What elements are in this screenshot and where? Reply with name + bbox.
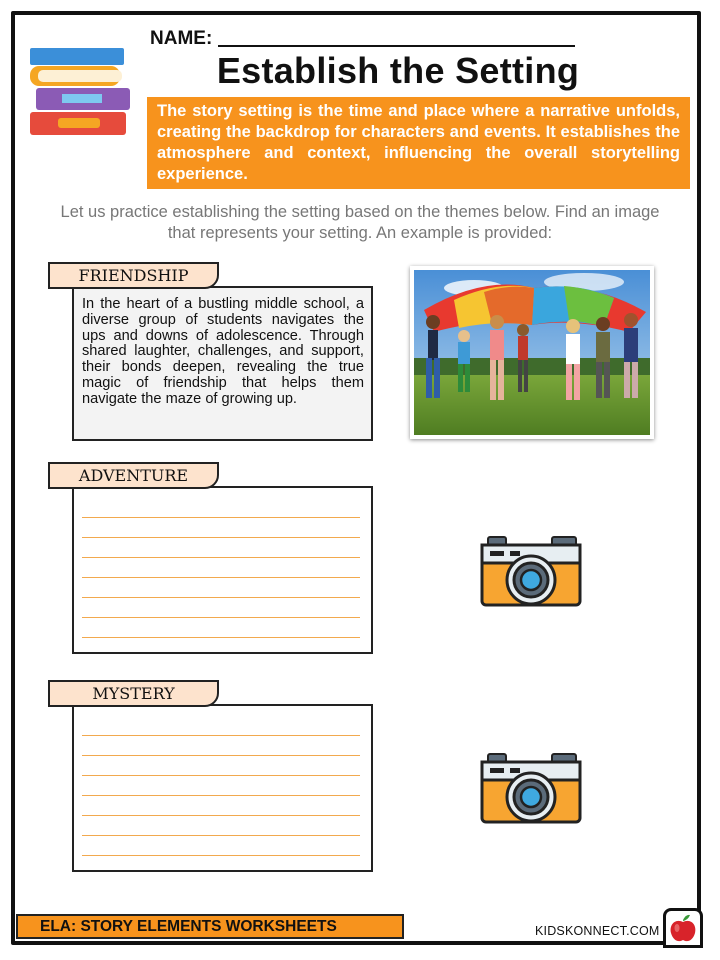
writing-line[interactable] <box>82 835 360 836</box>
writing-line[interactable] <box>82 577 360 578</box>
writing-line[interactable] <box>82 815 360 816</box>
camera-icon <box>480 752 582 826</box>
writing-line[interactable] <box>82 557 360 558</box>
series-banner <box>16 914 404 939</box>
camera-icon <box>480 535 582 609</box>
example-photo <box>410 266 654 439</box>
instructions: Let us practice establishing the setting based on the themes below. Find an image that represents your setting. An example is provided: <box>60 203 660 242</box>
writing-line[interactable] <box>82 637 360 638</box>
books-icon <box>28 46 134 146</box>
tab-friendship <box>48 262 219 289</box>
tab-label: MYSTERY <box>92 684 175 703</box>
writing-line[interactable] <box>82 795 360 796</box>
writing-line[interactable] <box>82 597 360 598</box>
writing-line[interactable] <box>82 755 360 756</box>
tab-mystery <box>48 680 219 707</box>
writing-line[interactable] <box>82 735 360 736</box>
logo-box <box>663 908 703 948</box>
writing-line[interactable] <box>82 537 360 538</box>
writing-line[interactable] <box>82 517 360 518</box>
site-label: KIDSKONNECT.COM <box>535 924 660 938</box>
mystery-writing-panel[interactable] <box>72 704 373 872</box>
tab-label: ADVENTURE <box>78 466 189 485</box>
name-field-line[interactable] <box>218 45 575 47</box>
writing-line[interactable] <box>82 855 360 856</box>
writing-line[interactable] <box>82 617 360 618</box>
page-title: Establish the Setting <box>216 50 580 91</box>
intro-box: The story setting is the time and place where a narrative unfolds, creating the backdrop for characters and events. It establishes the atmosphere and context, influencing the overall storytelling experience. <box>147 97 690 189</box>
apple-icon <box>666 911 700 945</box>
series-label: ELA: STORY ELEMENTS WORKSHEETS <box>40 917 337 935</box>
adventure-writing-panel[interactable] <box>72 486 373 654</box>
writing-line[interactable] <box>82 775 360 776</box>
example-setting-text: In the heart of a bustling middle school, a diverse group of students navigates the ups and downs of adolescence. Through shared laughter, challenges, and support, their bonds deepen, revealing the true magic of friendship that helps them navigate the maze of growing up. <box>82 296 364 407</box>
name-label: NAME: <box>150 28 213 49</box>
tab-adventure <box>48 462 219 489</box>
parachute-photo <box>414 270 650 435</box>
tab-label: FRIENDSHIP <box>78 266 189 285</box>
